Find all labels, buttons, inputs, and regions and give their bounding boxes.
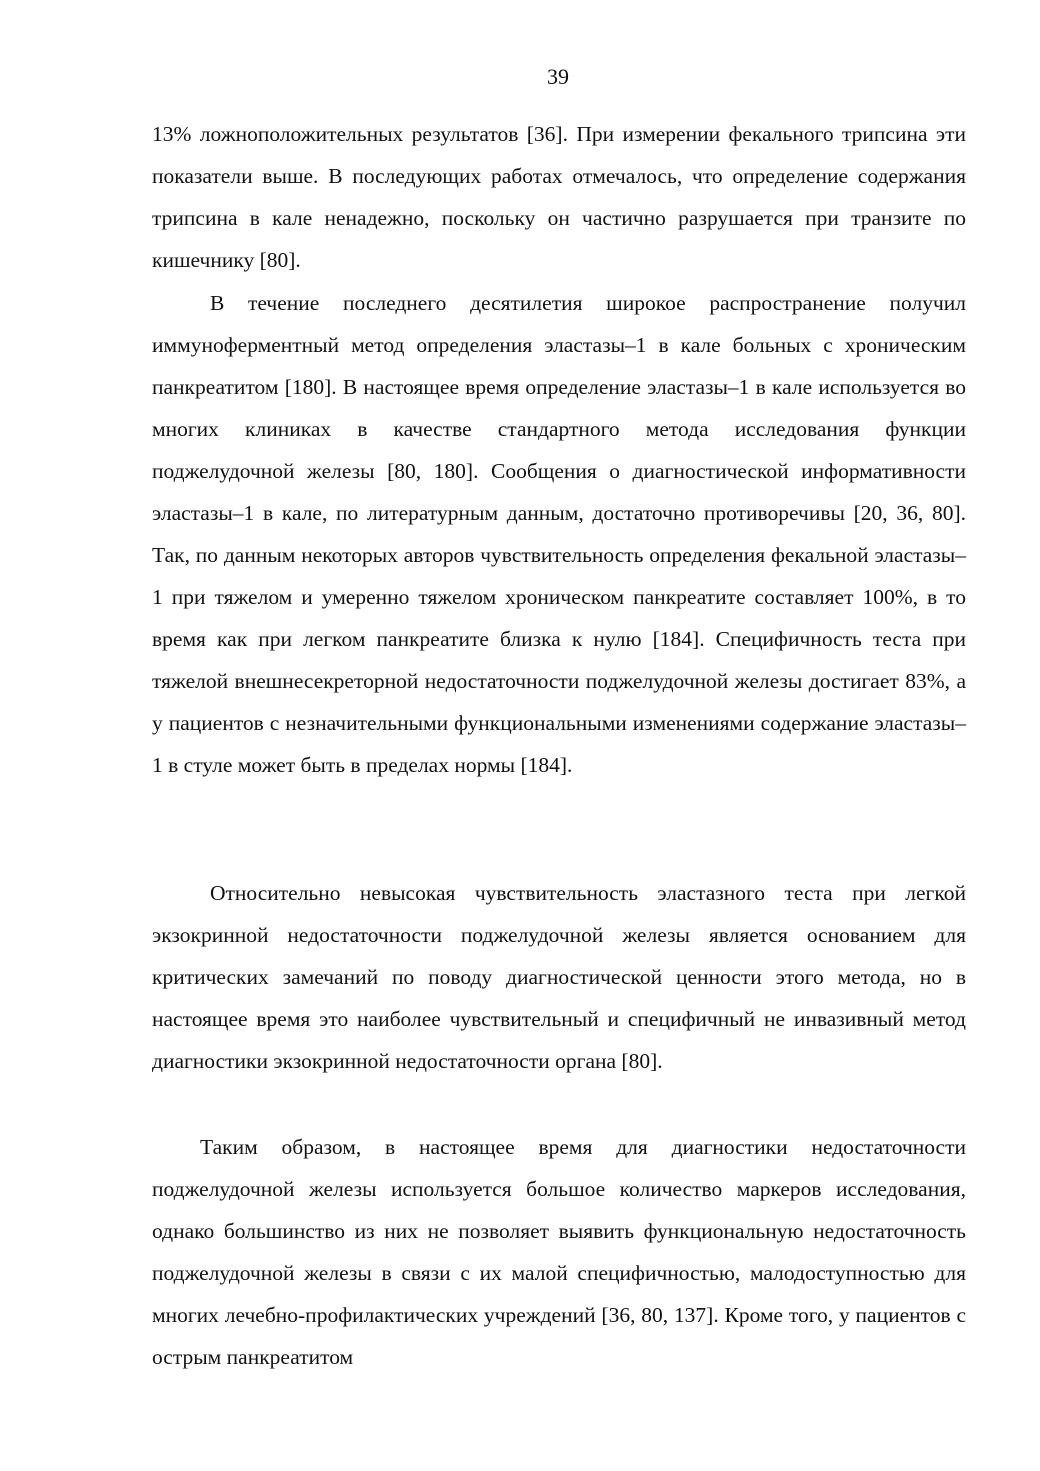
paragraph-continuation <box>152 113 966 281</box>
paragraph-text: 13% ложноположительных результатов [36]. При измерении фекального трипсина эти показатели выше. В последующих работах отмечалось, что определение содержания трипсина в кале ненадежно, поскольку он частично разрушается при транзите по кишечнику [80]. <box>152 122 966 272</box>
page-number: 39 <box>547 64 569 89</box>
paragraph-elastase <box>152 282 966 786</box>
paragraph-text: Таким образом, в настоящее время для диагностики недостаточности поджелудочной железы используется большое количество маркеров исследования, однако большинство из них не позволяет выявить функциональную недостаточность поджелудочной железы в связи с их малой специфичностью, малодоступностью для многих лечебно-профилактических учреждений [36, 80, 137]. Кроме того, у пациентов с острым панкреатитом <box>152 1135 966 1369</box>
paragraph-sensitivity <box>152 872 966 1082</box>
paragraph-conclusion <box>152 1126 966 1378</box>
paragraph-text: Относительно невысокая чувствительность эластазного теста при легкой экзокринной недостаточности поджелудочной железы является основанием для критических замечаний по поводу диагностической ценности этого метода, но в настоящее время это наиболее чувствительный и специфичный не инвазивный метод диагностики экзокринной недостаточности органа [80]. <box>152 881 966 1073</box>
paragraph-text: В течение последнего десятилетия широкое распространение получил иммуноферментный метод определения эластазы–1 в кале больных с хроническим панкреатитом [180]. В настоящее время определение эластазы–1 в кале используется во многих клиниках в качестве стандартного метода исследования функции поджелудочной железы [80, 180]. Сообщения о диагностической информативности эластазы–1 в кале, по литературным данным, достаточно противоречивы [20, 36, 80]. Так, по данным некоторых авторов чувствительность определения фекальной эластазы–1 при тяжелом и умеренно тяжелом хроническом панкреатите составляет 100%, в то время как при легком панкреатите близка к нулю [184]. Специфичность теста при тяжелой внешнесекреторной недостаточности поджелудочной железы достигает 83%, а у пациентов с незначительными функциональными изменениями содержание эластазы–1 в стуле может быть в пределах нормы [184]. <box>152 291 966 777</box>
